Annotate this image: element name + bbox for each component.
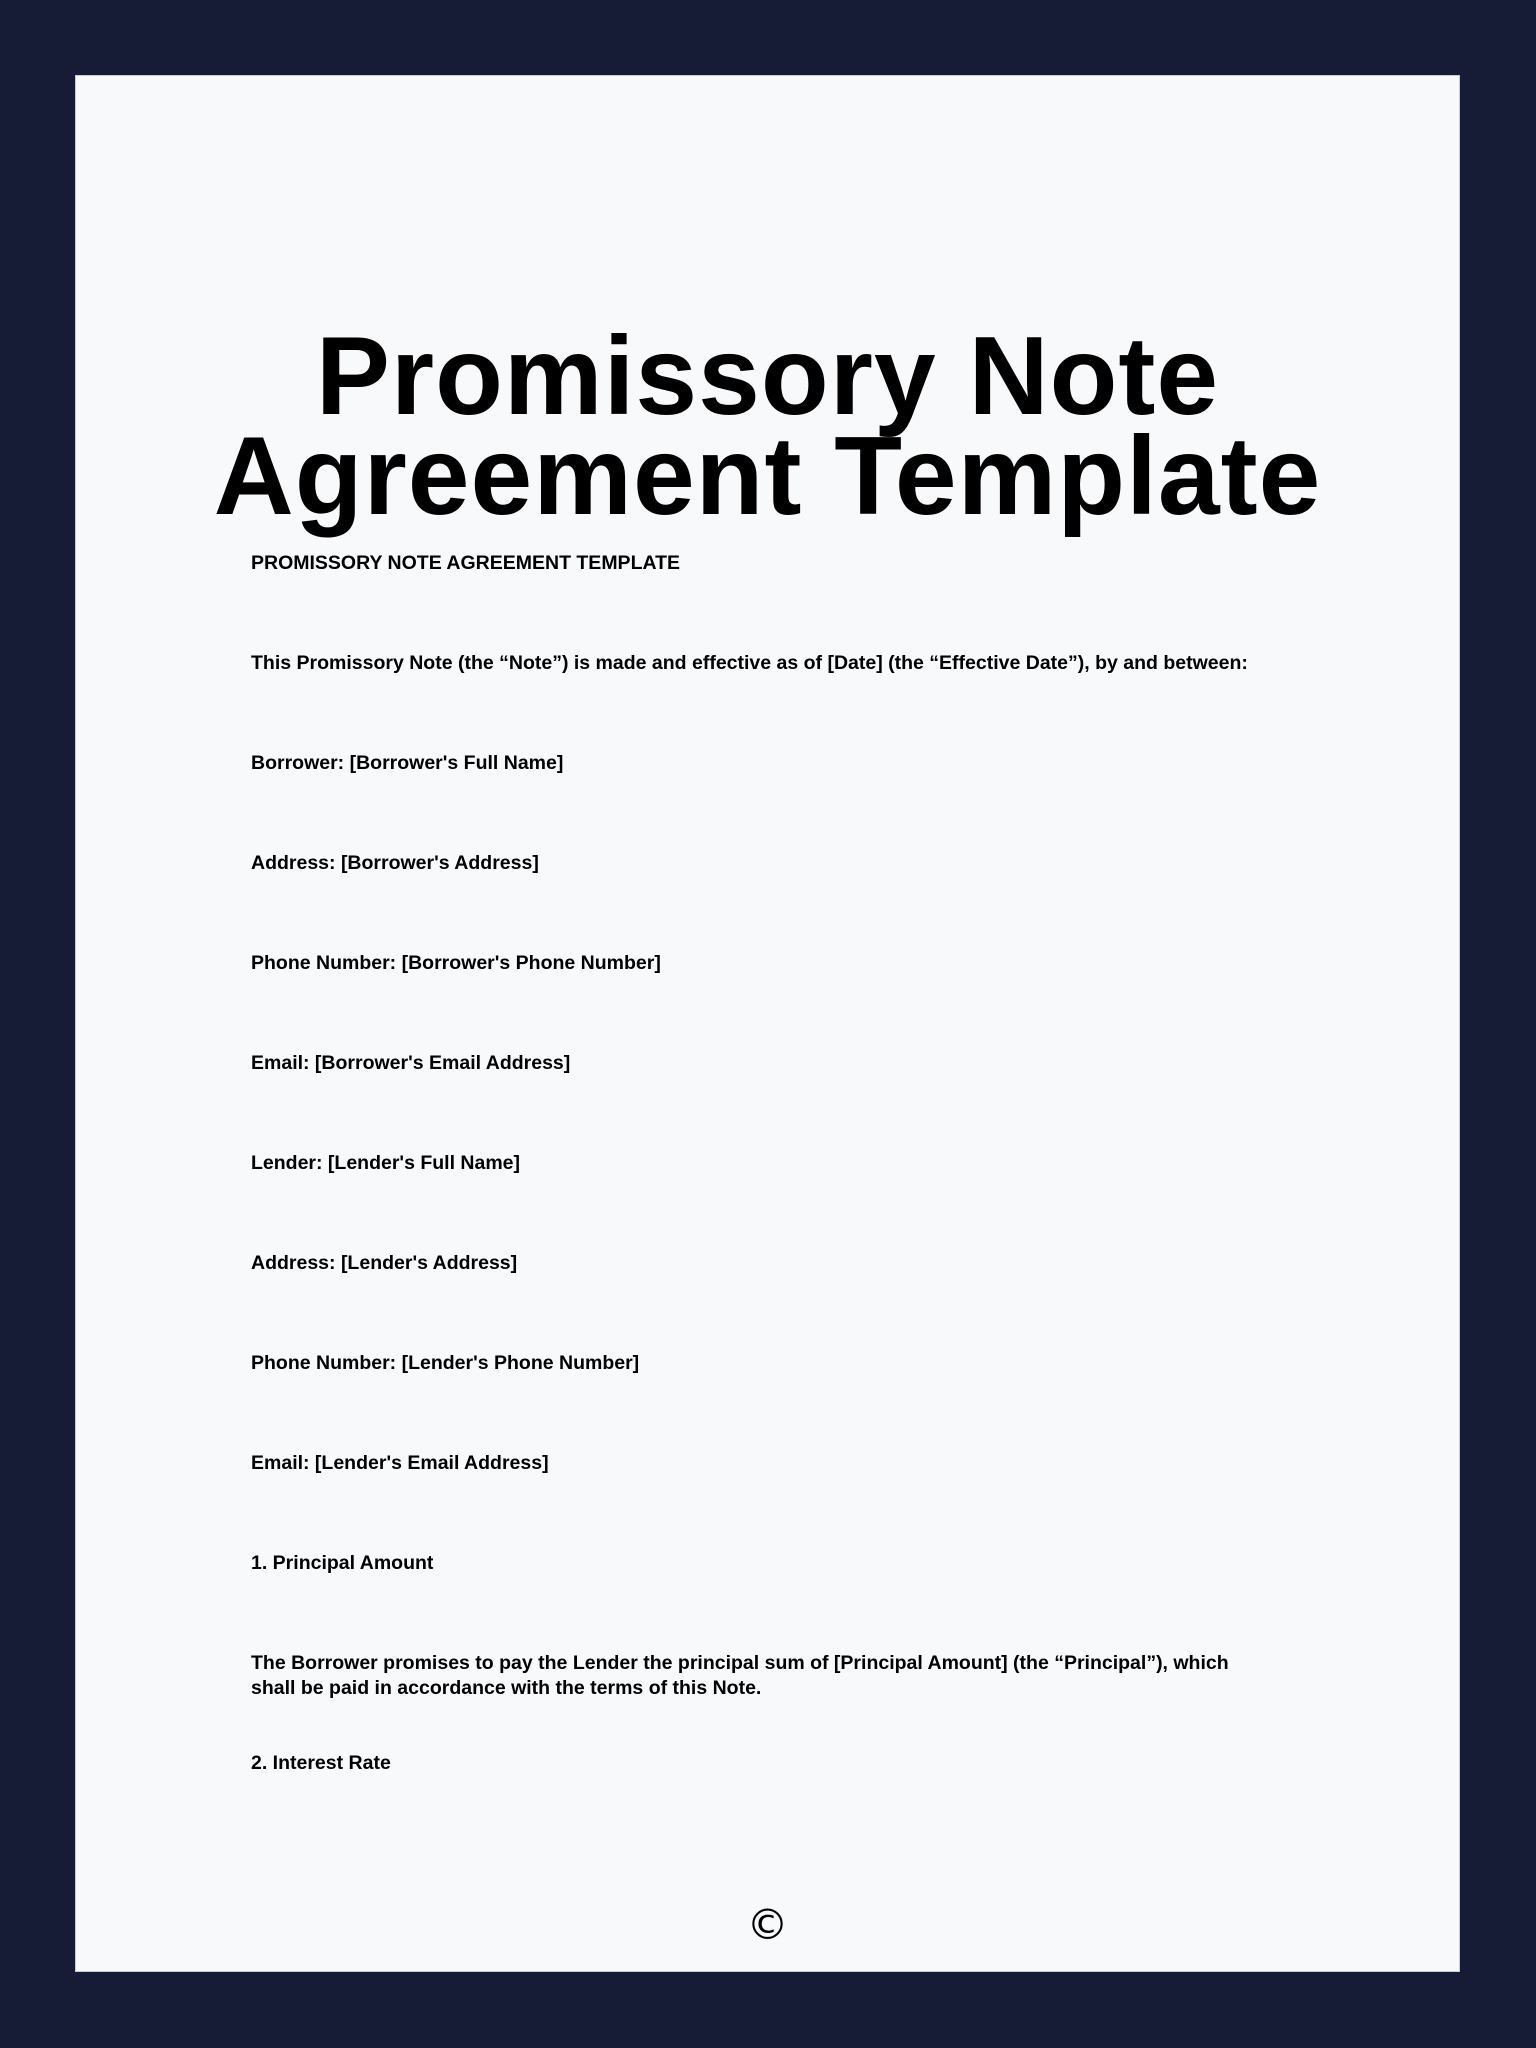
borrower-phone-line: Phone Number: [Borrower's Phone Number] [251,952,661,974]
document-title: Promissory Note Agreement Template [213,314,1322,538]
document-page [75,75,1460,1972]
lender-address-line: Address: [Lender's Address] [251,1252,518,1274]
borrower-name-line: Borrower: [Borrower's Full Name] [251,752,564,774]
lender-email-line: Email: [Lender's Email Address] [251,1452,549,1474]
borrower-email-line: Email: [Borrower's Email Address] [251,1052,571,1074]
lender-name-line: Lender: [Lender's Full Name] [251,1152,521,1174]
document-heading: PROMISSORY NOTE AGREEMENT TEMPLATE [251,552,681,574]
copyright-icon: © [746,1900,789,1949]
section-heading: 1. Principal Amount [251,1552,434,1574]
lender-phone-line: Phone Number: [Lender's Phone Number] [251,1352,640,1374]
borrower-address-line: Address: [Borrower's Address] [251,852,539,874]
intro-paragraph: This Promissory Note (the “Note”) is made and effective as of [Date] (the “Effective Date”), by and between: [251,652,1248,674]
section-heading: 2. Interest Rate [251,1752,391,1774]
section-paragraph: The Borrower promises to pay the Lender the principal sum of [Principal Amount] (the “Principal”), which shall be paid in accordance with the terms of this Note. [251,1652,1229,1699]
